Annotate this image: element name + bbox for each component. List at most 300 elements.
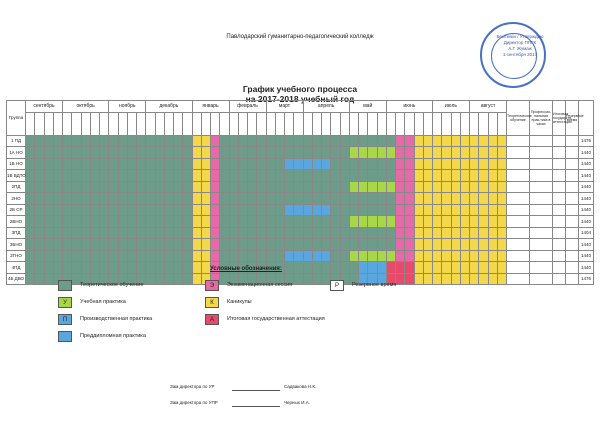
- schedule-cell: [396, 147, 405, 159]
- table-row: [7, 170, 594, 182]
- schedule-cell: [155, 147, 164, 159]
- schedule-cell: [294, 158, 303, 170]
- table-row: [7, 227, 594, 239]
- schedule-cell: [127, 227, 136, 239]
- schedule-cell: [35, 170, 44, 182]
- schedule-cell: [109, 262, 118, 274]
- schedule-cell: [201, 204, 210, 216]
- schedule-cell: [451, 239, 460, 251]
- schedule-cell: [248, 193, 257, 205]
- schedule-cell: [340, 216, 349, 228]
- schedule-cell: [414, 147, 423, 159]
- schedule-cell: [377, 227, 386, 239]
- schedule-cell: [53, 158, 62, 170]
- schedule-cell: [26, 239, 35, 251]
- schedule-cell: [460, 204, 469, 216]
- schedule-cell: [331, 250, 340, 262]
- schedule-cell: [248, 216, 257, 228]
- legend-swatch: У: [58, 297, 72, 308]
- schedule-cell: [405, 193, 414, 205]
- schedule-cell: [229, 239, 238, 251]
- schedule-cell: [396, 216, 405, 228]
- schedule-cell: [266, 181, 275, 193]
- schedule-cell: [266, 204, 275, 216]
- schedule-cell: [331, 262, 340, 274]
- schedule-cell: [44, 158, 53, 170]
- schedule-cell: [201, 239, 210, 251]
- schedule-cell: [192, 273, 201, 285]
- schedule-cell: [127, 158, 136, 170]
- month-header: июль: [433, 101, 470, 113]
- schedule-cell: [229, 250, 238, 262]
- row-total: 1440: [579, 181, 594, 193]
- summary-header: Теоретическое обучение: [507, 101, 530, 136]
- row-total: 1404: [579, 227, 594, 239]
- schedule-cell: [488, 239, 497, 251]
- schedule-cell: [479, 181, 488, 193]
- schedule-cell: [359, 135, 368, 147]
- schedule-cell: [183, 227, 192, 239]
- schedule-cell: [174, 181, 183, 193]
- schedule-cell: [414, 193, 423, 205]
- schedule-cell: [137, 216, 146, 228]
- schedule-cell: [81, 239, 90, 251]
- summary-cell: [530, 227, 553, 239]
- schedule-cell: [322, 250, 331, 262]
- summary-cell: [566, 170, 579, 182]
- schedule-cell: [359, 170, 368, 182]
- week-cell: [44, 112, 53, 135]
- schedule-cell: [192, 193, 201, 205]
- schedule-cell: [164, 147, 173, 159]
- summary-cell: [530, 273, 553, 285]
- schedule-cell: [63, 181, 72, 193]
- schedule-cell: [26, 216, 35, 228]
- schedule-cell: [451, 147, 460, 159]
- schedule-cell: [257, 193, 266, 205]
- summary-cell: [566, 147, 579, 159]
- schedule-cell: [201, 135, 210, 147]
- schedule-cell: [312, 147, 321, 159]
- schedule-cell: [90, 227, 99, 239]
- schedule-cell: [488, 181, 497, 193]
- summary-cell: [566, 262, 579, 274]
- schedule-cell: [174, 204, 183, 216]
- schedule-cell: [248, 239, 257, 251]
- summary-cell: [553, 135, 566, 147]
- schedule-cell: [368, 204, 377, 216]
- schedule-cell: [488, 135, 497, 147]
- schedule-cell: [146, 147, 155, 159]
- summary-cell: [553, 158, 566, 170]
- schedule-cell: [359, 250, 368, 262]
- week-cell: [386, 112, 395, 135]
- schedule-cell: [109, 158, 118, 170]
- schedule-cell: [442, 273, 451, 285]
- row-label: 2НО: [7, 193, 26, 205]
- schedule-cell: [460, 273, 469, 285]
- schedule-cell: [137, 204, 146, 216]
- schedule-cell: [275, 170, 284, 182]
- schedule-cell: [137, 262, 146, 274]
- summary-cell: [530, 170, 553, 182]
- schedule-cell: [331, 239, 340, 251]
- schedule-cell: [368, 227, 377, 239]
- summary-cell: [507, 135, 530, 147]
- schedule-cell: [192, 262, 201, 274]
- schedule-cell: [183, 204, 192, 216]
- week-cell: [201, 112, 210, 135]
- schedule-cell: [248, 158, 257, 170]
- schedule-cell: [349, 262, 358, 274]
- schedule-cell: [109, 204, 118, 216]
- schedule-cell: [497, 170, 506, 182]
- week-cell: [331, 112, 340, 135]
- schedule-cell: [322, 204, 331, 216]
- schedule-cell: [109, 239, 118, 251]
- schedule-cell: [109, 147, 118, 159]
- schedule-cell: [470, 158, 479, 170]
- schedule-cell: [331, 147, 340, 159]
- schedule-cell: [127, 239, 136, 251]
- schedule-cell: [396, 273, 405, 285]
- legend-swatch: Э: [205, 280, 219, 291]
- schedule-cell: [349, 239, 358, 251]
- week-cell: [275, 112, 284, 135]
- schedule-cell: [423, 193, 432, 205]
- schedule-cell: [183, 158, 192, 170]
- summary-cell: [530, 239, 553, 251]
- row-total: 1440: [579, 239, 594, 251]
- legend-swatch: Р: [330, 280, 344, 291]
- schedule-cell: [174, 193, 183, 205]
- schedule-cell: [257, 227, 266, 239]
- schedule-cell: [146, 273, 155, 285]
- schedule-cell: [368, 147, 377, 159]
- schedule-cell: [285, 147, 294, 159]
- week-cell: [118, 112, 127, 135]
- schedule-cell: [294, 204, 303, 216]
- week-cell: [146, 112, 155, 135]
- schedule-cell: [164, 135, 173, 147]
- week-cell: [285, 112, 294, 135]
- schedule-cell: [340, 262, 349, 274]
- schedule-cell: [229, 216, 238, 228]
- month-header: апрель: [303, 101, 349, 113]
- schedule-cell: [359, 204, 368, 216]
- schedule-cell: [451, 158, 460, 170]
- row-total: 1440: [579, 147, 594, 159]
- schedule-cell: [63, 227, 72, 239]
- week-cell: [349, 112, 358, 135]
- month-header: сентябрь: [26, 101, 63, 113]
- schedule-cell: [201, 158, 210, 170]
- schedule-cell: [294, 135, 303, 147]
- schedule-cell: [294, 216, 303, 228]
- schedule-cell: [81, 135, 90, 147]
- schedule-cell: [322, 227, 331, 239]
- schedule-cell: [164, 250, 173, 262]
- schedule-cell: [497, 158, 506, 170]
- schedule-cell: [405, 273, 414, 285]
- schedule-cell: [127, 181, 136, 193]
- schedule-cell: [109, 193, 118, 205]
- schedule-cell: [118, 227, 127, 239]
- schedule-cell: [183, 273, 192, 285]
- schedule-cell: [183, 135, 192, 147]
- schedule-cell: [433, 170, 442, 182]
- schedule-cell: [442, 227, 451, 239]
- schedule-cell: [109, 170, 118, 182]
- schedule-cell: [192, 204, 201, 216]
- schedule-cell: [248, 227, 257, 239]
- schedule-cell: [451, 170, 460, 182]
- schedule-cell: [423, 135, 432, 147]
- schedule-cell: [164, 262, 173, 274]
- summary-cell: [507, 239, 530, 251]
- group-column-header: Группа: [7, 101, 26, 136]
- schedule-cell: [451, 262, 460, 274]
- schedule-cell: [377, 147, 386, 159]
- schedule-cell: [497, 262, 506, 274]
- schedule-cell: [497, 273, 506, 285]
- schedule-cell: [257, 158, 266, 170]
- legend-swatch: К: [205, 297, 219, 308]
- schedule-cell: [201, 250, 210, 262]
- schedule-cell: [359, 227, 368, 239]
- schedule-cell: [137, 227, 146, 239]
- schedule-cell: [294, 147, 303, 159]
- schedule-cell: [285, 181, 294, 193]
- row-total: 1476: [579, 135, 594, 147]
- schedule-cell: [266, 170, 275, 182]
- schedule-cell: [433, 216, 442, 228]
- schedule-cell: [248, 204, 257, 216]
- schedule-cell: [414, 135, 423, 147]
- schedule-cell: [118, 181, 127, 193]
- schedule-cell: [81, 204, 90, 216]
- schedule-cell: [35, 227, 44, 239]
- summary-cell: [507, 158, 530, 170]
- schedule-cell: [303, 147, 312, 159]
- summary-cell: [566, 239, 579, 251]
- schedule-cell: [275, 181, 284, 193]
- signature-line: [232, 390, 280, 391]
- week-cell: [266, 112, 275, 135]
- schedule-cell: [155, 204, 164, 216]
- schedule-cell: [285, 170, 294, 182]
- legend-label: Преддипломная практика: [80, 333, 146, 339]
- schedule-cell: [470, 135, 479, 147]
- schedule-cell: [118, 170, 127, 182]
- row-label: 4Б ДВО: [7, 273, 26, 285]
- schedule-cell: [183, 147, 192, 159]
- schedule-cell: [229, 181, 238, 193]
- schedule-cell: [451, 273, 460, 285]
- schedule-cell: [359, 239, 368, 251]
- schedule-cell: [164, 204, 173, 216]
- schedule-cell: [238, 227, 247, 239]
- schedule-cell: [488, 170, 497, 182]
- schedule-cell: [488, 193, 497, 205]
- schedule-cell: [192, 227, 201, 239]
- schedule-cell: [155, 193, 164, 205]
- schedule-cell: [53, 239, 62, 251]
- schedule-cell: [100, 181, 109, 193]
- legend-label: Итоговая государственная аттестация: [227, 316, 325, 322]
- schedule-cell: [44, 250, 53, 262]
- schedule-cell: [377, 239, 386, 251]
- schedule-cell: [174, 273, 183, 285]
- week-cell: [368, 112, 377, 135]
- schedule-cell: [294, 227, 303, 239]
- schedule-cell: [155, 216, 164, 228]
- schedule-cell: [238, 216, 247, 228]
- schedule-cell: [460, 193, 469, 205]
- schedule-cell: [479, 135, 488, 147]
- schedule-cell: [201, 227, 210, 239]
- schedule-cell: [257, 239, 266, 251]
- schedule-cell: [312, 216, 321, 228]
- row-total: 1440: [579, 250, 594, 262]
- schedule-cell: [118, 147, 127, 159]
- schedule-cell: [127, 170, 136, 182]
- schedule-cell: [405, 216, 414, 228]
- title-line: График учебного процесса: [242, 84, 358, 94]
- schedule-cell: [201, 193, 210, 205]
- schedule-cell: [72, 239, 81, 251]
- schedule-cell: [72, 135, 81, 147]
- schedule-cell: [497, 227, 506, 239]
- row-label: 1А НО: [7, 147, 26, 159]
- schedule-cell: [460, 170, 469, 182]
- table-row: [7, 147, 594, 159]
- schedule-cell: [183, 170, 192, 182]
- total-header: [579, 101, 594, 136]
- schedule-cell: [26, 170, 35, 182]
- schedule-cell: [303, 158, 312, 170]
- schedule-cell: [433, 204, 442, 216]
- schedule-cell: [479, 170, 488, 182]
- schedule-cell: [220, 147, 229, 159]
- schedule-cell: [109, 135, 118, 147]
- schedule-cell: [183, 250, 192, 262]
- schedule-cell: [294, 193, 303, 205]
- table-row: [7, 250, 594, 262]
- schedule-cell: [35, 193, 44, 205]
- schedule-cell: [377, 135, 386, 147]
- summary-cell: [530, 216, 553, 228]
- schedule-cell: [220, 227, 229, 239]
- schedule-cell: [164, 216, 173, 228]
- schedule-cell: [100, 147, 109, 159]
- table-row: [7, 135, 594, 147]
- week-cell: [192, 112, 201, 135]
- schedule-cell: [35, 135, 44, 147]
- schedule-cell: [118, 239, 127, 251]
- schedule-cell: [312, 170, 321, 182]
- schedule-cell: [405, 262, 414, 274]
- week-cell: [257, 112, 266, 135]
- schedule-cell: [405, 239, 414, 251]
- schedule-cell: [155, 227, 164, 239]
- schedule-cell: [90, 193, 99, 205]
- schedule-cell: [257, 170, 266, 182]
- legend-label: Учебная практика: [80, 299, 126, 305]
- schedule-cell: [266, 250, 275, 262]
- schedule-cell: [100, 158, 109, 170]
- schedule-cell: [164, 181, 173, 193]
- schedule-cell: [100, 262, 109, 274]
- schedule-cell: [414, 170, 423, 182]
- schedule-cell: [35, 147, 44, 159]
- schedule-cell: [331, 216, 340, 228]
- schedule-cell: [44, 147, 53, 159]
- schedule-cell: [155, 273, 164, 285]
- schedule-cell: [312, 273, 321, 285]
- schedule-cell: [127, 193, 136, 205]
- row-label: 2ПД: [7, 181, 26, 193]
- approve-name: А.Г. Жумаж: [508, 46, 532, 51]
- schedule-cell: [497, 193, 506, 205]
- schedule-cell: [35, 262, 44, 274]
- week-cell: [423, 112, 432, 135]
- schedule-cell: [257, 135, 266, 147]
- schedule-cell: [294, 239, 303, 251]
- schedule-cell: [294, 181, 303, 193]
- schedule-cell: [72, 158, 81, 170]
- schedule-cell: [460, 147, 469, 159]
- week-cell: [35, 112, 44, 135]
- schedule-cell: [174, 147, 183, 159]
- schedule-cell: [220, 216, 229, 228]
- week-cell: [470, 112, 479, 135]
- schedule-cell: [331, 204, 340, 216]
- schedule-cell: [312, 250, 321, 262]
- schedule-cell: [53, 216, 62, 228]
- schedule-cell: [470, 181, 479, 193]
- schedule-cell: [405, 170, 414, 182]
- schedule-cell: [211, 227, 220, 239]
- schedule-cell: [238, 239, 247, 251]
- schedule-cell: [303, 181, 312, 193]
- schedule-cell: [470, 273, 479, 285]
- schedule-cell: [174, 227, 183, 239]
- table-row: [7, 239, 594, 251]
- schedule-cell: [127, 216, 136, 228]
- row-label: 3ГНО: [7, 250, 26, 262]
- schedule-cell: [396, 239, 405, 251]
- schedule-cell: [497, 216, 506, 228]
- schedule-cell: [146, 181, 155, 193]
- schedule-cell: [423, 239, 432, 251]
- schedule-cell: [275, 204, 284, 216]
- schedule-cell: [109, 216, 118, 228]
- schedule-cell: [322, 193, 331, 205]
- schedule-cell: [81, 158, 90, 170]
- schedule-cell: [118, 135, 127, 147]
- week-cell: [340, 112, 349, 135]
- approve-label: Бекітемін / Утверждаю: [496, 34, 544, 39]
- schedule-cell: [100, 250, 109, 262]
- schedule-cell: [460, 216, 469, 228]
- schedule-cell: [433, 262, 442, 274]
- week-cell: [90, 112, 99, 135]
- schedule-cell: [442, 147, 451, 159]
- schedule-cell: [396, 181, 405, 193]
- schedule-cell: [137, 135, 146, 147]
- schedule-cell: [349, 147, 358, 159]
